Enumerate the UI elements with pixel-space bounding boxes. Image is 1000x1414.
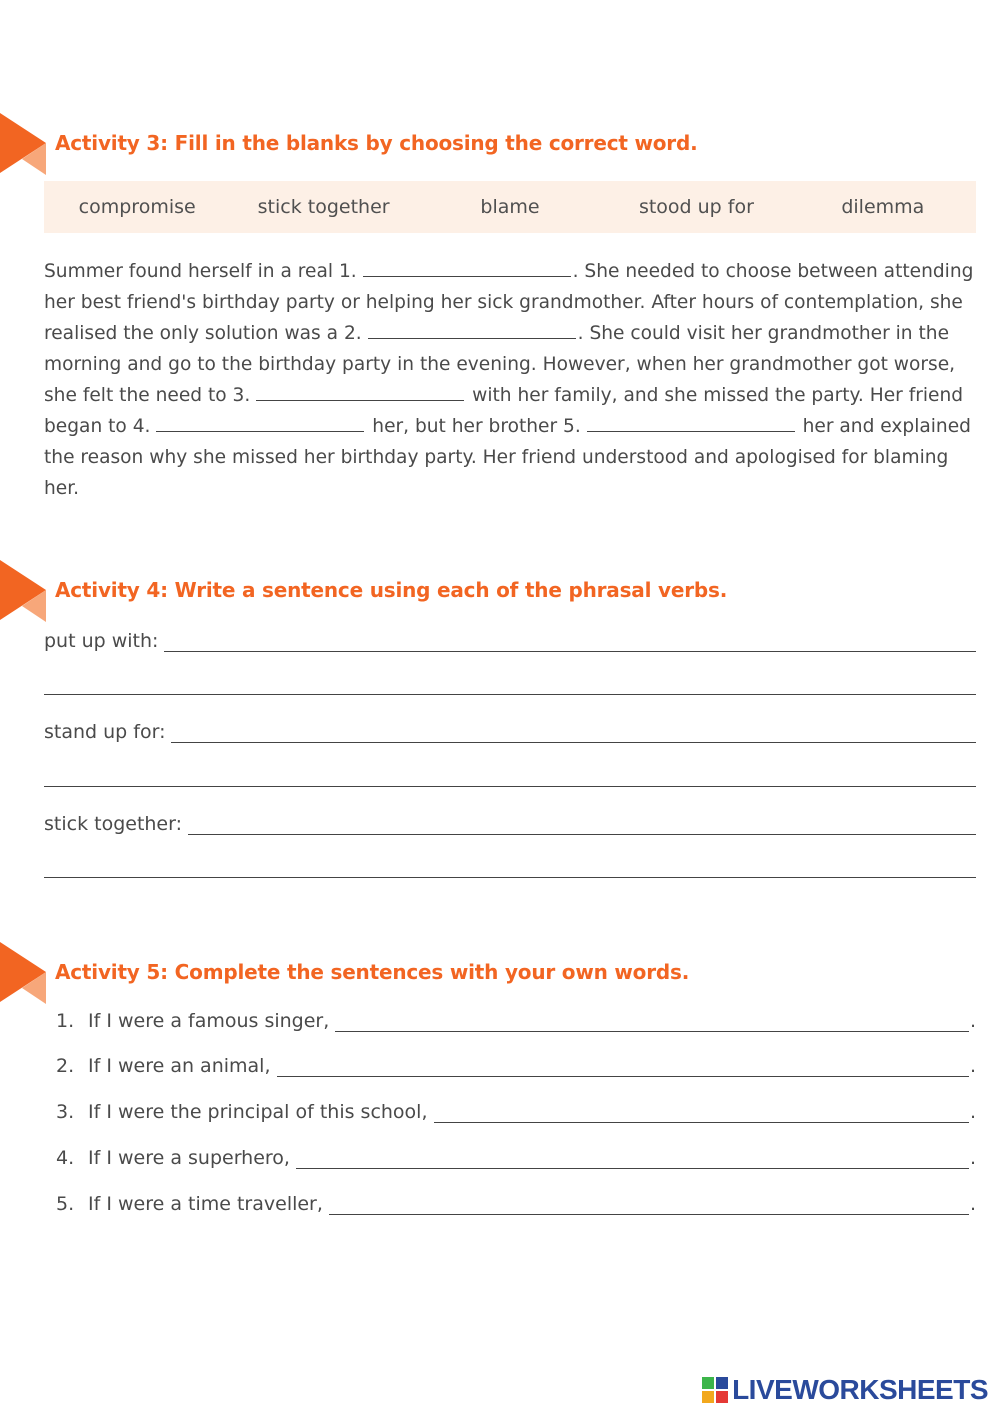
sentence-starter: If I were a famous singer, [88,1010,330,1032]
liveworksheets-logo [702,1374,988,1406]
sentence-starter: If I were an animal, [88,1055,271,1077]
sentence-row [56,1053,976,1077]
sentence-starter: If I were a superhero, [88,1147,290,1169]
sentence-input[interactable] [188,819,976,835]
blank-5-input[interactable] [587,413,795,432]
passage-text: with her family, and she missed the party. Her friend began to 4. [44,385,964,437]
sentence-completion-input[interactable] [329,1199,969,1215]
sentence-completion-input[interactable] [277,1061,969,1077]
passage-text: her, but her brother 5. [366,416,581,437]
activity-3-title: Activity 3: Fill in the blanks by choosing the correct word. [55,131,698,155]
blank-3-input[interactable] [256,382,464,401]
word-bank-item: stick together [257,196,390,218]
sentence-end-mark: . [969,1055,976,1077]
word-bank-item: stood up for [638,196,754,218]
sentence-starter: If I were a time traveller, [88,1193,323,1215]
activity-5-title: Activity 5: Complete the sentences with your own words. [55,960,690,984]
sentence-row [56,1191,976,1215]
liveworksheets-logo-icon [702,1377,728,1403]
passage-text: . She needed to choose between attending her best friend's birthday party or helping her sick grandmother. After hours of contemplation, she realised the only solution was a 2. [44,261,974,344]
phrasal-verb-row [44,628,976,652]
logo-text: LIVEWORKSHEETS [732,1374,988,1405]
section-marker-icon [0,113,48,177]
story-passage [44,256,979,504]
sentence-number: 3. [56,1101,75,1123]
blank-4-input[interactable] [156,413,364,432]
section-marker-icon [0,560,48,624]
word-bank-item: blame [480,196,540,218]
sentence-number: 5. [56,1193,75,1215]
phrasal-verb-label: stick together: [44,813,183,835]
sentence-end-mark: . [969,1010,976,1032]
word-bank [44,181,976,233]
sentence-end-mark: . [969,1101,976,1123]
sentence-input[interactable] [164,636,976,652]
sentence-row [56,1008,976,1032]
sentence-completion-input[interactable] [296,1153,969,1169]
passage-text: her and explained the reason why she missed her birthday party. Her friend understood and apologised for blaming her. [44,416,971,499]
sentence-input-line[interactable] [44,786,976,787]
section-marker-icon [0,942,48,1006]
phrasal-verb-row [44,811,976,835]
word-bank-item: dilemma [841,196,925,218]
sentence-number: 1. [56,1010,75,1032]
sentence-row [56,1099,976,1123]
sentence-input[interactable] [171,727,976,743]
sentence-completion-input[interactable] [434,1107,969,1123]
sentence-input-line[interactable] [44,877,976,878]
phrasal-verb-label: stand up for: [44,721,166,743]
sentence-number: 2. [56,1055,75,1077]
sentence-end-mark: . [969,1147,976,1169]
word-bank-item: compromise [78,196,196,218]
sentence-completion-input[interactable] [335,1016,969,1032]
sentence-input-line[interactable] [44,694,976,695]
passage-text: Summer found herself in a real 1. [44,261,357,282]
sentence-starter: If I were the principal of this school, [88,1101,428,1123]
sentence-number: 4. [56,1147,75,1169]
activity-4-title: Activity 4: Write a sentence using each of the phrasal verbs. [55,578,728,602]
phrasal-verb-row [44,719,976,743]
phrasal-verb-label: put up with: [44,630,159,652]
blank-2-input[interactable] [368,320,576,339]
blank-1-input[interactable] [363,258,571,277]
sentence-end-mark: . [969,1193,976,1215]
passage-text: . She could visit her grandmother in the morning and go to the birthday party in the evening. However, when her grandmother got worse, she felt the need to 3. [44,323,956,406]
sentence-row [56,1145,976,1169]
